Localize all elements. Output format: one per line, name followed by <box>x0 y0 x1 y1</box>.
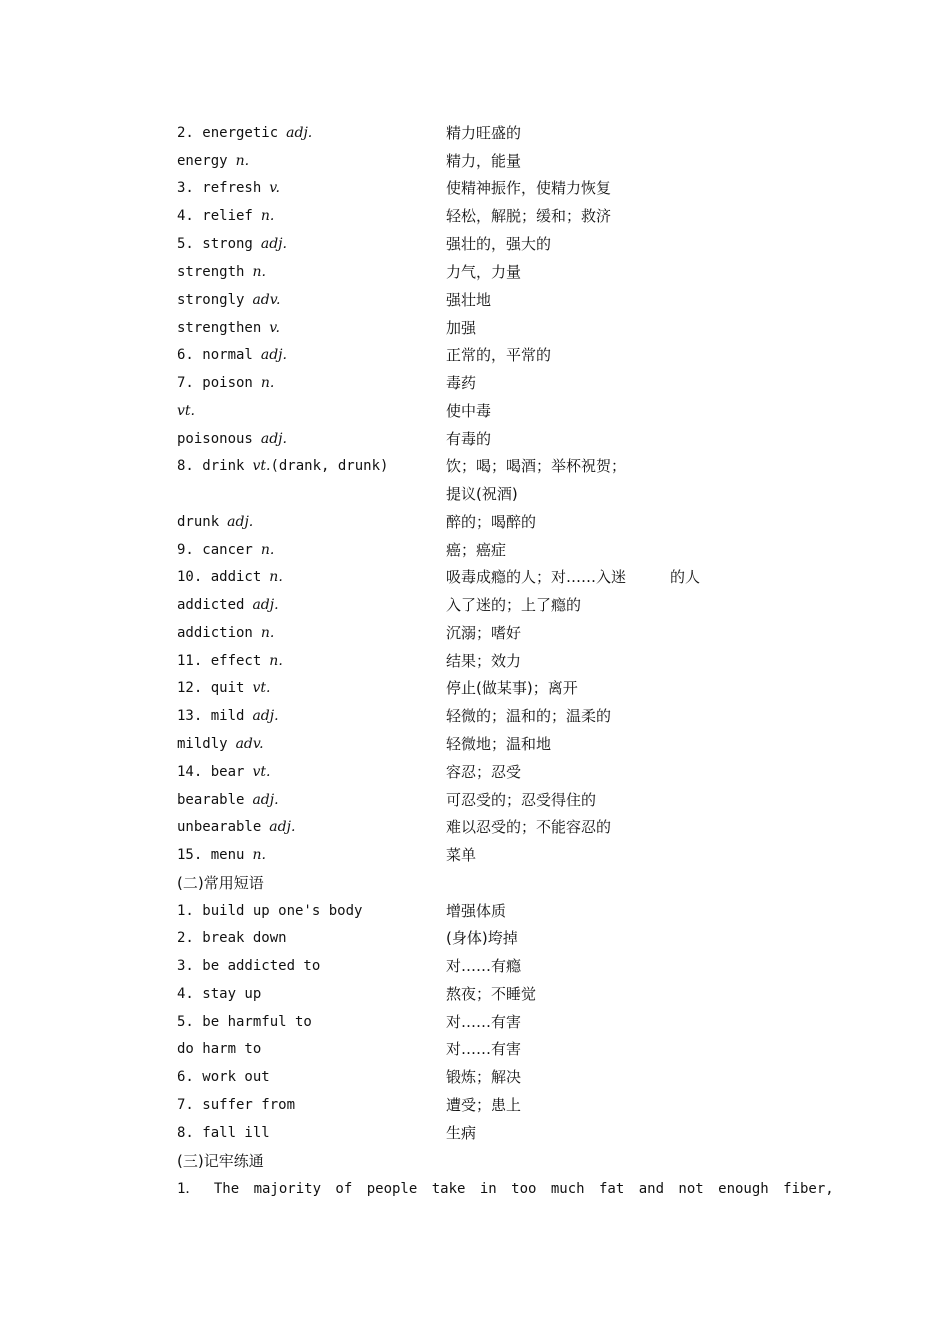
vocab-word: strengthen v. <box>177 320 280 336</box>
vocab-row <box>177 121 817 145</box>
vocab-word: 4. relief n. <box>177 208 275 224</box>
vocab-word: vt. <box>177 403 195 419</box>
vocab-row <box>177 204 817 228</box>
vocab-row <box>177 843 817 867</box>
phrase-meaning: (身体)垮掉 <box>446 929 518 947</box>
phrase-meaning: 对……有瘾 <box>446 957 522 975</box>
vocab-row <box>177 399 817 423</box>
vocab-word: addiction n. <box>177 625 275 641</box>
vocab-word: 10. addict n. <box>177 569 283 585</box>
vocab-row <box>177 732 817 756</box>
vocab-row <box>177 565 817 589</box>
phrase-text: 8. fall ill <box>177 1125 270 1141</box>
phrase-row <box>177 1010 817 1034</box>
section-heading-practice: (三)记牢练通 <box>177 1152 264 1170</box>
phrase-row <box>177 899 817 923</box>
vocab-word: poisonous adj. <box>177 431 287 447</box>
vocab-meaning: 毒药 <box>446 374 477 392</box>
vocab-row <box>177 343 817 367</box>
phrase-row <box>177 926 817 950</box>
phrase-row <box>177 1065 817 1089</box>
phrase-meaning: 增强体质 <box>446 902 507 920</box>
phrase-meaning: 遭受；患上 <box>446 1096 522 1114</box>
practice-sentence: 1． The majority of people take in too much fat and not enough fiber, <box>177 1181 834 1197</box>
vocab-meaning: 使精神振作，使精力恢复 <box>446 179 612 197</box>
phrase-meaning: 熬夜；不睡觉 <box>446 985 537 1003</box>
vocab-meaning: 停止(做某事)；离开 <box>446 679 578 697</box>
vocab-meaning: 菜单 <box>446 846 477 864</box>
phrase-meaning: 对……有害 <box>446 1040 522 1058</box>
phrase-meaning: 生病 <box>446 1124 477 1142</box>
vocab-row <box>177 260 817 284</box>
phrase-text: 1. build up one's body <box>177 903 363 919</box>
vocab-word: 7. poison n. <box>177 375 275 391</box>
vocab-row <box>177 649 817 673</box>
vocab-meaning: 难以忍受的；不能容忍的 <box>446 818 612 836</box>
vocab-word: 12. quit vt. <box>177 680 271 696</box>
phrase-text: 4. stay up <box>177 986 262 1002</box>
phrase-row <box>177 954 817 978</box>
phrase-text: 3. be addicted to <box>177 958 321 974</box>
vocab-word: energy n. <box>177 153 250 169</box>
vocab-meaning: 精力旺盛的 <box>446 124 522 142</box>
vocab-word: addicted adj. <box>177 597 279 613</box>
vocab-word: 2. energetic adj. <box>177 125 313 141</box>
vocab-row <box>177 815 817 839</box>
phrase-row <box>177 982 817 1006</box>
vocab-word: 13. mild adj. <box>177 708 279 724</box>
vocab-meaning: 饮；喝；喝酒；举杯祝贺； <box>446 457 627 475</box>
vocab-row <box>177 454 817 478</box>
phrase-row <box>177 1121 817 1145</box>
vocab-word: mildly adv. <box>177 736 264 752</box>
vocab-meaning: 使中毒 <box>446 402 492 420</box>
vocab-meaning: 醉的；喝醉的 <box>446 513 537 531</box>
phrase-row <box>177 1093 817 1117</box>
vocab-word: 6. normal adj. <box>177 347 287 363</box>
phrase-text: 5. be harmful to <box>177 1014 312 1030</box>
vocab-word: 15. menu n. <box>177 847 266 863</box>
vocab-row <box>177 482 817 506</box>
vocab-meaning: 轻微的；温和的；温柔的 <box>446 707 612 725</box>
vocab-word <box>177 482 185 506</box>
phrase-meaning: 锻炼；解决 <box>446 1068 522 1086</box>
vocab-word: 8. drink vt.(drank, drunk) <box>177 458 389 474</box>
phrase-meaning: 对……有害 <box>446 1013 522 1031</box>
vocab-row <box>177 288 817 312</box>
vocab-meaning: 轻松，解脱；缓和；救济 <box>446 207 612 225</box>
vocab-meaning: 癌；癌症 <box>446 541 507 559</box>
vocab-meaning: 加强 <box>446 319 477 337</box>
vocab-row <box>177 760 817 784</box>
vocab-word: 14. bear vt. <box>177 764 271 780</box>
vocab-row <box>177 427 817 451</box>
phrase-text: 6. work out <box>177 1069 270 1085</box>
vocab-meaning: 强壮地 <box>446 291 492 309</box>
vocab-word: drunk adj. <box>177 514 254 530</box>
vocab-word: strongly adv. <box>177 292 281 308</box>
vocab-row <box>177 149 817 173</box>
vocab-row <box>177 788 817 812</box>
vocab-row <box>177 538 817 562</box>
vocab-row <box>177 510 817 534</box>
section-heading-phrases: (二)常用短语 <box>177 874 264 892</box>
vocab-row <box>177 316 817 340</box>
vocab-meaning: 容忍；忍受 <box>446 763 522 781</box>
vocab-row <box>177 371 817 395</box>
vocab-word: 3. refresh v. <box>177 180 280 196</box>
vocab-meaning: 入了迷的；上了瘾的 <box>446 596 582 614</box>
vocab-meaning: 正常的，平常的 <box>446 346 552 364</box>
vocab-meaning: 吸毒成瘾的人；对……入迷 的人 <box>446 568 701 586</box>
vocab-word: bearable adj. <box>177 792 279 808</box>
phrase-text: 2. break down <box>177 930 287 946</box>
phrase-text: 7. suffer from <box>177 1097 296 1113</box>
phrase-row <box>177 1037 817 1061</box>
vocab-meaning: 强壮的，强大的 <box>446 235 552 253</box>
vocab-word: 5. strong adj. <box>177 236 287 252</box>
vocab-meaning: 精力，能量 <box>446 152 522 170</box>
vocab-word: strength n. <box>177 264 266 280</box>
vocab-row <box>177 676 817 700</box>
vocab-word: 9. cancer n. <box>177 542 275 558</box>
vocab-row <box>177 593 817 617</box>
vocab-meaning: 力气，力量 <box>446 263 522 281</box>
phrase-text: do harm to <box>177 1041 262 1057</box>
vocab-meaning: 轻微地；温和地 <box>446 735 552 753</box>
vocab-row <box>177 621 817 645</box>
vocab-row <box>177 176 817 200</box>
vocab-word: 11. effect n. <box>177 653 283 669</box>
vocab-row <box>177 704 817 728</box>
vocab-meaning: 可忍受的；忍受得住的 <box>446 791 597 809</box>
vocab-meaning: 提议(祝酒) <box>446 485 518 503</box>
vocab-meaning: 结果；效力 <box>446 652 522 670</box>
vocab-meaning: 有毒的 <box>446 430 492 448</box>
vocab-meaning: 沉溺；嗜好 <box>446 624 522 642</box>
vocab-row <box>177 232 817 256</box>
vocab-word: unbearable adj. <box>177 819 296 835</box>
